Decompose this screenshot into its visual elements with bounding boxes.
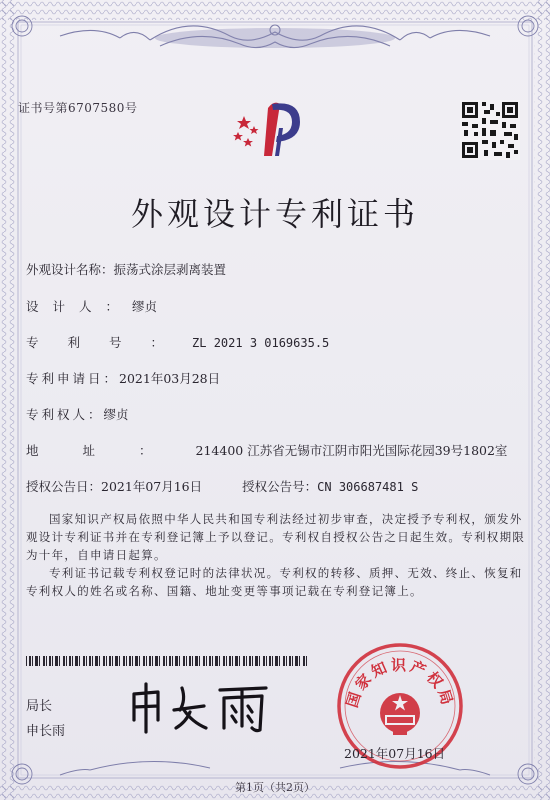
cnipa-emblem-icon (228, 94, 308, 166)
field-design-name (26, 260, 226, 278)
page-number: 第1页（共2页） (235, 781, 315, 794)
seal-text: 国家知识产权局 (342, 656, 458, 710)
field-address (26, 441, 507, 459)
grant-statement-paragraph: 国家知识产权局依照中华人民共和国专利法经过初步审查，决定授予专利权，颁发外观设计专利证书并在专利登记簿上予以登记。专利权自授权公告之日起生效。专利权期限为十年，自申请日起算。 (26, 512, 526, 562)
design-name-label: 外观设计名称： (26, 262, 114, 277)
filing-date-label: 专利申请日： (26, 371, 120, 386)
barcode-strip (26, 656, 308, 666)
qr-code-icon (460, 100, 520, 160)
patent-no-value: ZL 2021 3 0169635.5 (192, 336, 330, 350)
design-name-value: 振荡式涂层剥离装置 (113, 262, 227, 277)
field-publication (26, 477, 418, 495)
field-patentee (26, 405, 129, 423)
address-value: 214400 江苏省无锡市江阴市阳光国际花园39号1802室 (195, 443, 508, 458)
document-title: 外观设计专利证书 (130, 195, 419, 233)
field-patent-no (26, 333, 329, 351)
certificate-number: 证书号第6707580号 (18, 101, 138, 115)
pub-no-label: 授权公告号： (242, 479, 318, 494)
director-signature (120, 680, 280, 736)
director-title: 局长 (26, 699, 53, 714)
patentee-value: 缪贞 (103, 407, 129, 422)
address-label: 地址： (26, 443, 196, 458)
pub-no-value: CN 306687481 S (317, 480, 419, 494)
designer-label: 设计人： (26, 299, 133, 314)
seal-date: 2021年07月16日 (344, 746, 446, 761)
director-name: 申长雨 (26, 724, 66, 739)
field-filing-date (26, 369, 220, 387)
pub-date-value: 2021年07月16日 (101, 479, 203, 494)
legal-status-paragraph: 专利证书记载专利权登记时的法律状况。专利权的转移、质押、无效、终止、恢复和专利权人的姓名或名称、国籍、地址变更等事项记载在专利登记簿上。 (26, 566, 523, 598)
patentee-label: 专利权人： (26, 407, 104, 422)
designer-value: 缪贞 (132, 299, 158, 314)
filing-date-value: 2021年03月28日 (119, 371, 221, 386)
field-designer (26, 297, 157, 315)
patent-no-label: 专利号： (26, 335, 193, 350)
pub-date-label: 授权公告日： (26, 479, 102, 494)
